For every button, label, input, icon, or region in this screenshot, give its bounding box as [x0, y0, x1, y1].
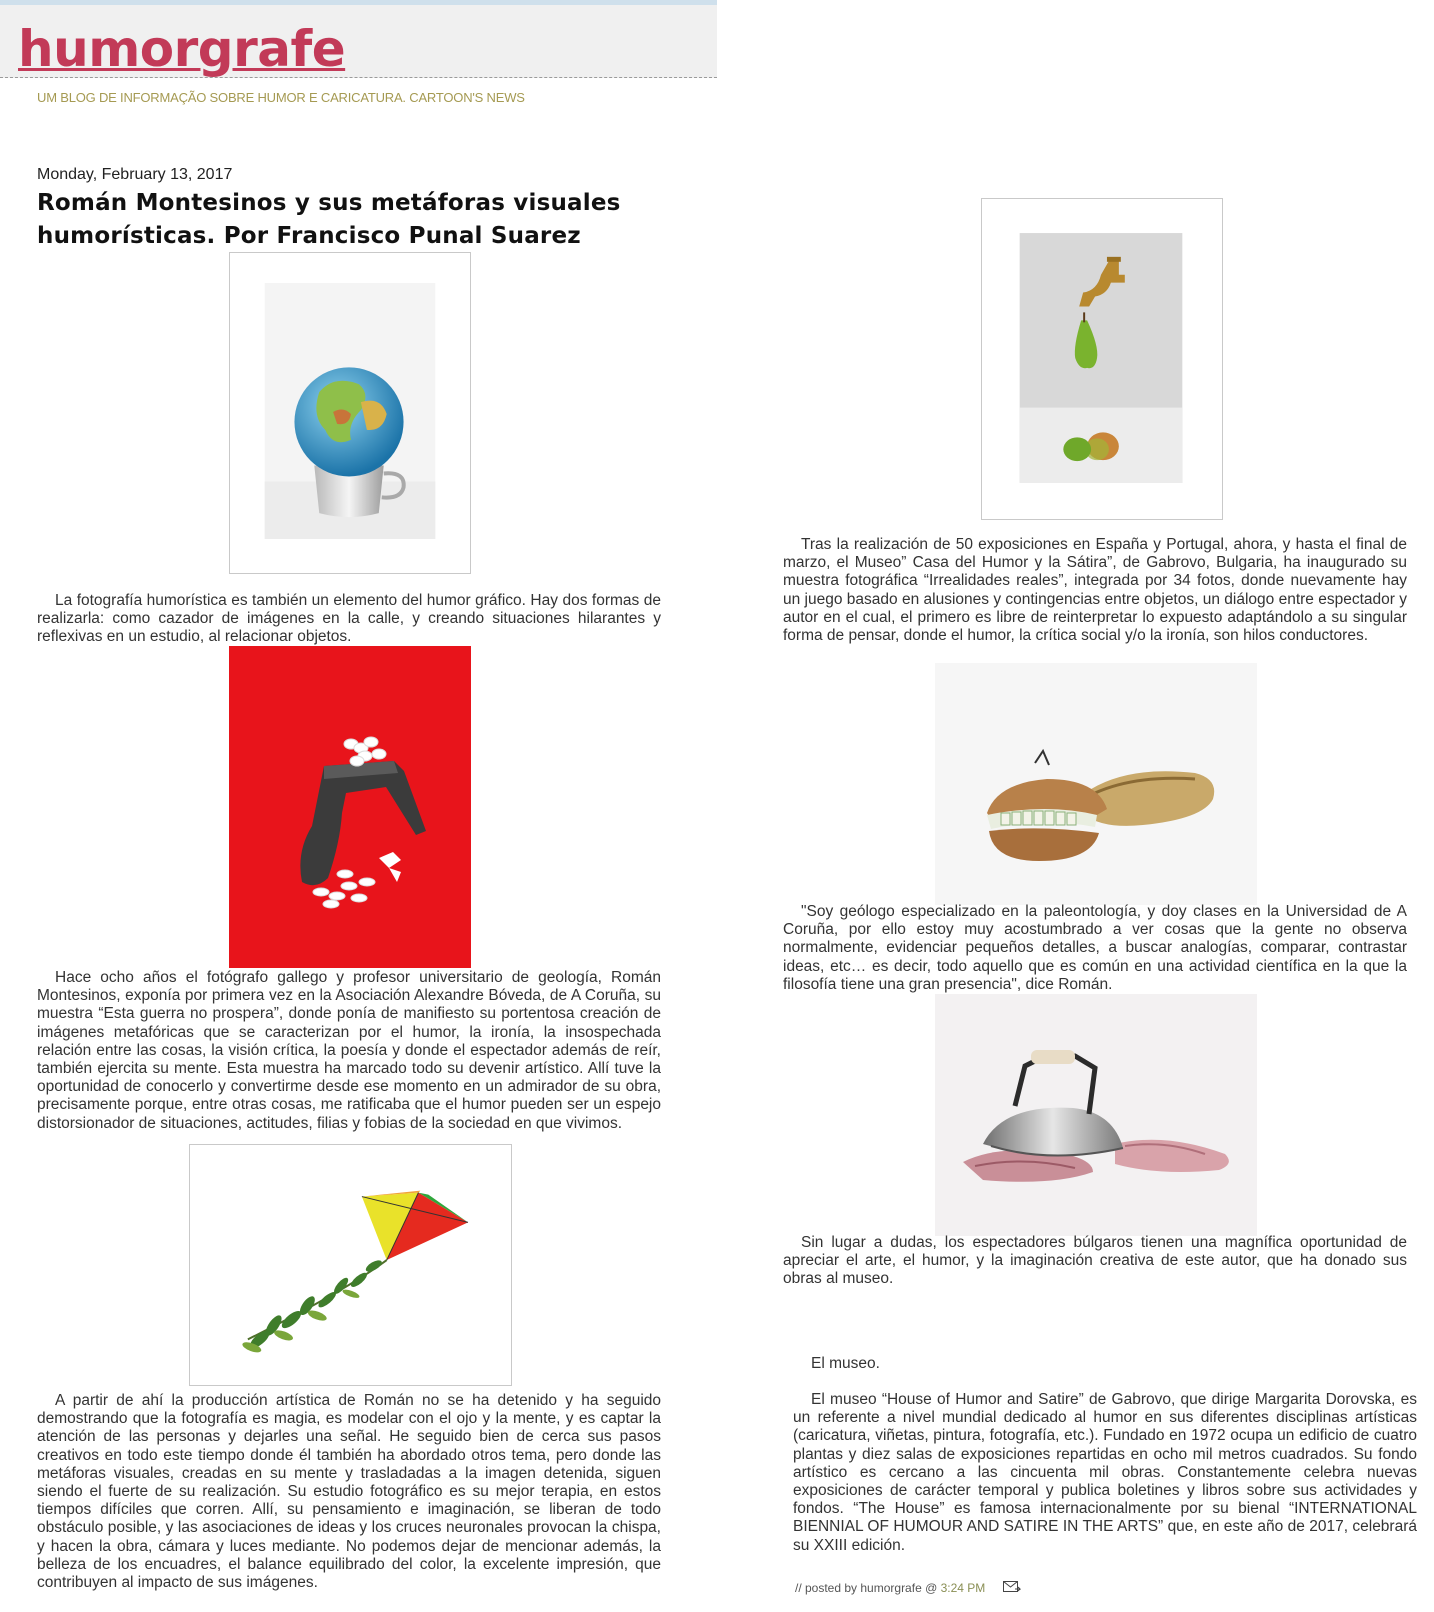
photo-globe-in-pot[interactable]: [229, 252, 471, 574]
photo-shoe-teeth[interactable]: [935, 663, 1257, 905]
photo-iron-fish[interactable]: [935, 994, 1257, 1236]
post-title[interactable]: Román Montesinos y sus metáforas visuales humorísticas. Por Francisco Punal Suarez: [37, 190, 621, 249]
shoe-with-teeth-icon: [935, 663, 1257, 905]
paragraph-8: El museo “House of Humor and Satire” de Gabrovo, que dirige Margarita Dorovska, es un referente a nivel mundial dedicado al humor en sus diferentes disciplinas artísticas (caricatura, viñetas, pintura, fotografía, etc.). Fundado en 1972 ocupa un edificio de cuatro plantas y diez salas de exposiciones repartidas en ocho mil metros cuadrados. Su fondo artístico es cercano a las cincuenta mil obras. Constantemente celebra nuevas exposiciones de carácter temporal y publica boletines y libros sobre sus actividades y fondos. “The House” es famosa internacionalmente por su bienal “INTERNATIONAL BIENNIAL OF HUMOUR AND SATIRE IN THE ARTS” que, en este año de 2017, celebrará su XXIII edición.: [793, 1391, 1417, 1554]
envelope-icon: [1003, 1581, 1021, 1593]
at-separator: @: [921, 1581, 941, 1595]
paragraph-5: "Soy geólogo especializado en la paleontología, y doy clases en la Universidad de A Coruña, por ello estoy muy acostumbrado a ver cosas que la gente no observa normalmente, evidenciar pequeños detalles, a buscar analogías, comparar, contrastar ideas, etc… es decir, todo aquello que es común en una actividad científica en la que la filosofía tiene una gran presencia", dice Román.: [783, 903, 1407, 993]
paragraph-1: La fotografía humorística es también un elemento del humor gráfico. Hay dos formas de realizarla: como cazador de imágenes en la calle, y creando situaciones hilarantes y reflexivas en un estudio, al relacionar objetos.: [37, 592, 661, 646]
iron-on-fish-icon: [935, 994, 1257, 1236]
paragraph-2: Hace ocho años el fotógrafo gallego y profesor universitario de geología, Román Montesinos, exponía por primera vez en la Asociación Alexandre Bóveda, de A Coruña, su muestra “Esta guerra no prospera”, donde ponía de manifiesto su portentosa creación de imágenes metafóricas que se caracterizan por el humor, la ironía, la insospechada relación entre las cosas, la visión crítica, la poesía y donde el espectador además de reír, también ejercita su mente. Esta muestra ha marcado todo su devenir artístico. Allí tuve la oportunidad de conocerlo y convertirme desde ese momento en un admirador de su obra, precisamente porque, entre otras cosas, me ratificaba que el humor pueden ser un espejo distorsionador de situaciones, actitudes, filias y fobias de la sociedad en que vivimos.: [37, 969, 661, 1132]
post-date: Monday, February 13, 2017: [37, 166, 233, 183]
photo-kite-leaves[interactable]: [189, 1144, 512, 1386]
email-post-icon[interactable]: [1003, 1581, 1021, 1596]
blog-tagline: UM BLOG DE INFORMAÇÃO SOBRE HUMOR E CARICATURA. CARTOON'S NEWS: [37, 90, 525, 105]
photo-revolver-pills[interactable]: [229, 646, 471, 968]
faucet-dripping-pear-icon: [982, 199, 1222, 519]
posted-by-prefix: // posted by: [795, 1581, 861, 1595]
paragraph-7-heading: El museo.: [811, 1355, 880, 1372]
globe-in-chamber-pot-icon: [230, 253, 470, 573]
paragraph-3: A partir de ahí la producción artística de Román no se ha detenido y ha seguido demostrando que la fotografía es magia, es modelar con el ojo y la mente, y es captar la atención de las personas y dejarles una señal. He seguido bien de cerca sus pasos creativos en todo este tiempo donde él también ha abordado otros tema, pero donde las metáforas visuales, creadas en su mente y trasladadas a la imagen detenida, siguen siendo el fuerte de su realización. Su estudio fotográfico es su mejor terapia, en estos tiempos difíciles que corren. Allí, su pensamiento e imaginación, se liberan de todo obstáculo posible, y las asociaciones de ideas y los cruces neuronales provocan la chispa, y hacen la obra, cámara y luces mediante. No podemos dejar de mencionar además, la belleza de los encuadres, el balance equilibrado del color, la excelente impresión, que contribuyen al impacto de sus imágenes.: [37, 1392, 661, 1592]
post-timestamp-link[interactable]: 3:24 PM: [940, 1581, 986, 1595]
revolver-with-pills-icon: [229, 646, 471, 968]
paragraph-4: Tras la realización de 50 exposiciones en España y Portugal, ahora, y hasta el final de marzo, el Museo” Casa del Humor y la Sátira”, de Gabrovo, Bulgaria, ha inaugurado su muestra fotográfica “Irrealidades reales”, integrada por 34 fotos, donde nuevamente hay un juego basado en alusiones y contingencias entre objetos, un diálogo entre espectador y autor en el cual, el primero es libre de reinterpretar lo expuesto adaptándolo a su singular forma de pensar, donde el humor, la crítica social y/o la ironía, son hilos conductores.: [783, 536, 1407, 645]
kite-with-leaf-tail-icon: [190, 1145, 511, 1385]
paragraph-6: Sin lugar a dudas, los espectadores búlgaros tienen una magnífica oportunidad de apreciar el arte, el humor, y la imaginación creativa de este autor, que ha donado sus obras al museo.: [783, 1234, 1407, 1288]
blog-title-link[interactable]: humorgrafe: [18, 20, 346, 78]
photo-faucet-pear[interactable]: [981, 198, 1223, 520]
post-footer: [795, 1581, 1021, 1596]
author-link[interactable]: humorgrafe: [860, 1581, 922, 1595]
